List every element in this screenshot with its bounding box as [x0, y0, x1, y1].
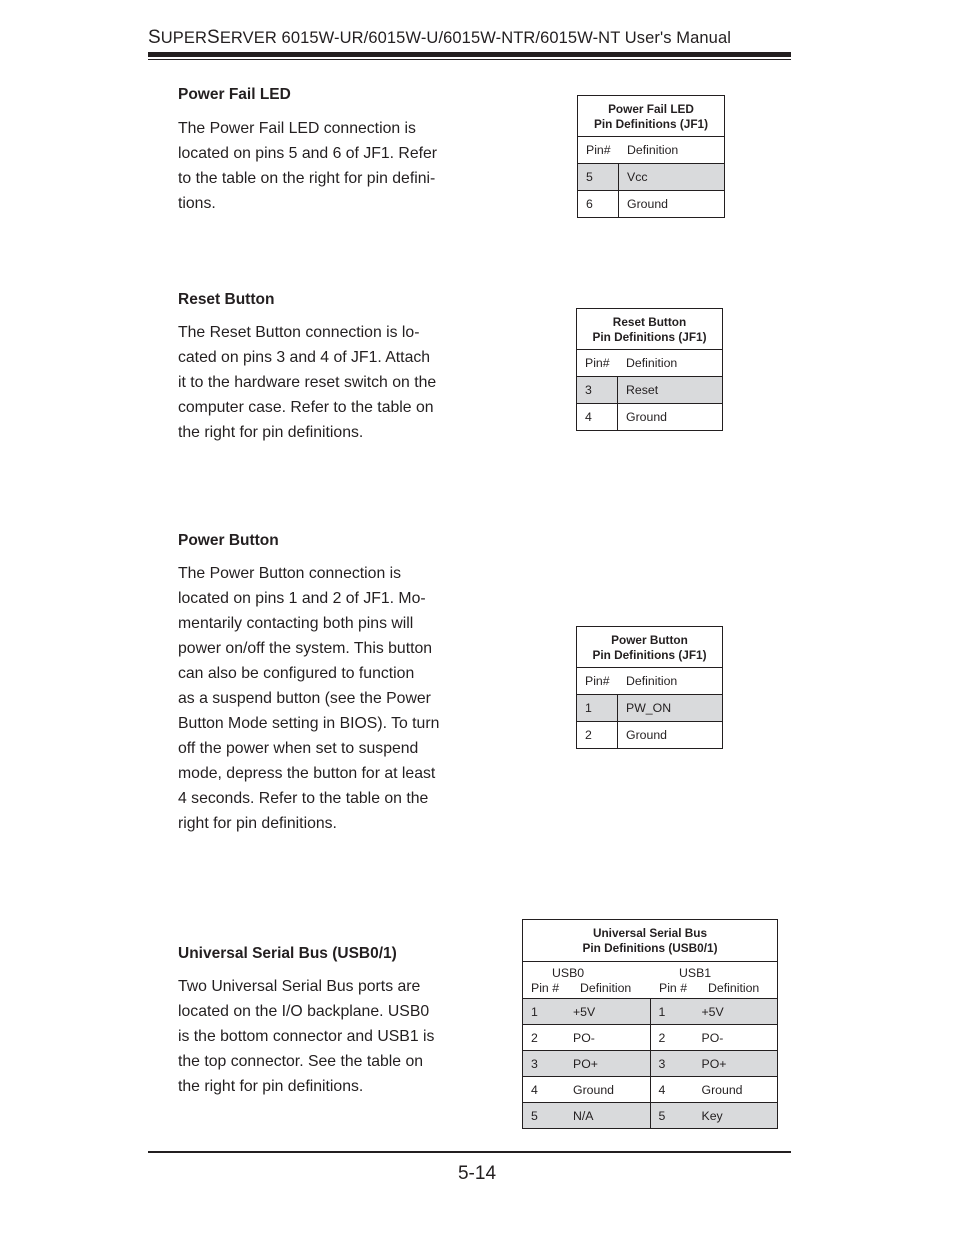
body-line: right for pin definitions.: [178, 815, 337, 832]
table-row: [577, 694, 722, 721]
table-header-row: [578, 137, 724, 163]
col-header-pin: Pin#: [585, 356, 610, 370]
pin-cell: 1: [531, 1004, 538, 1019]
body-line: tions.: [178, 195, 216, 212]
body-line: The Power Button connection is: [178, 565, 402, 582]
table-row: [523, 1050, 777, 1076]
body-line: The Power Fail LED connection is: [178, 120, 416, 137]
body-line: the right for pin definitions.: [178, 424, 364, 441]
body-line: Two Universal Serial Bus ports are: [178, 978, 421, 995]
body-line: mentarily contacting both pins will: [178, 615, 414, 632]
section-body-power-fail: [178, 116, 457, 216]
body-line: it to the hardware reset switch on the: [178, 374, 437, 391]
definition-cell: PO-: [701, 1030, 724, 1045]
definition-cell: PO+: [701, 1056, 727, 1071]
section-body-power-button: [178, 561, 457, 836]
header-cap-s1: S: [148, 27, 161, 48]
col-header-pin: Pin#: [585, 674, 610, 688]
table-caption-line1: Reset Button: [612, 315, 687, 329]
body-line: to the table on the right for pin defini-: [178, 170, 436, 187]
table-row: [523, 1024, 777, 1050]
body-line: as a suspend button (see the Power: [178, 690, 431, 707]
table-header-row: [577, 668, 722, 694]
section-title-reset: Reset Button: [178, 291, 275, 308]
table-caption-line2: Pin Definitions (JF1): [593, 117, 709, 131]
page-number: 5-14: [457, 1163, 497, 1184]
body-line: located on pins 1 and 2 of JF1. Mo-: [178, 590, 426, 607]
table-caption: [577, 627, 722, 668]
definition-cell: N/A: [573, 1108, 594, 1123]
definition-cell: PO-: [573, 1030, 595, 1045]
body-line: is the bottom connector and USB1 is: [178, 1028, 435, 1045]
body-line: located on the I/O backplane. USB0: [178, 1003, 430, 1020]
pin-cell: 2: [531, 1030, 538, 1045]
pin-cell: 3: [658, 1056, 666, 1071]
definition-cell: Ground: [573, 1082, 615, 1097]
table-row: [523, 998, 777, 1024]
definition-cell: PW_ON: [626, 701, 672, 715]
group-label-usb1: USB1: [679, 966, 712, 980]
body-line: computer case. Refer to the table on: [178, 399, 434, 416]
table-caption: [523, 920, 777, 962]
pin-cell: 5: [658, 1108, 666, 1123]
section-title-power-fail: Power Fail LED: [178, 86, 291, 103]
col-header-pin: Pin #: [531, 981, 560, 995]
pin-cell: 4: [658, 1082, 666, 1097]
table-header-row: [523, 962, 777, 998]
table-reset-button: [576, 308, 723, 431]
table-caption-line1: Power Fail LED: [608, 102, 694, 116]
definition-cell: Ground: [701, 1082, 743, 1097]
pin-cell: 1: [658, 1004, 666, 1019]
table-usb: [522, 919, 778, 1129]
definition-cell: +5V: [573, 1004, 596, 1019]
col-header-pin: Pin #: [659, 981, 688, 995]
table-caption-line2: Pin Definitions (USB0/1): [582, 941, 718, 955]
table-header-row: [577, 350, 722, 376]
pin-cell: 3: [531, 1056, 538, 1071]
table-row: [577, 403, 722, 430]
definition-cell: +5V: [701, 1004, 724, 1019]
pin-cell: 6: [578, 191, 619, 217]
definition-cell: Vcc: [627, 170, 648, 184]
pin-cell: 5: [531, 1108, 538, 1123]
section-body-reset: [178, 320, 457, 445]
table-caption-line2: Pin Definitions (JF1): [592, 648, 707, 662]
section-title-power-button: Power Button: [178, 532, 279, 549]
body-line: mode, depress the button for at least: [178, 765, 436, 782]
header-caps-erver: ERVER: [219, 29, 277, 47]
definition-cell: Reset: [626, 383, 659, 397]
col-header-definition: Definition: [626, 674, 678, 688]
pin-cell: 2: [577, 722, 618, 748]
header-caps-uper: UPER: [160, 29, 208, 47]
footer-rule: [148, 1151, 791, 1153]
body-line: located on pins 5 and 6 of JF1. Refer: [178, 145, 438, 162]
body-line: 4 seconds. Refer to the table on the: [178, 790, 429, 807]
table-caption-line1: Universal Serial Bus: [592, 926, 708, 940]
table-power-button: [576, 626, 723, 749]
pin-cell: 4: [577, 404, 618, 430]
header-rule-thin: [148, 59, 791, 60]
pin-cell: 2: [658, 1030, 666, 1045]
pin-cell: 3: [577, 377, 618, 403]
manual-header: [148, 27, 731, 49]
body-line: power on/off the system. This button: [178, 640, 433, 657]
table-row: [578, 190, 724, 217]
group-label-usb0: USB0: [552, 966, 585, 980]
header-cap-s2: S: [207, 27, 220, 48]
body-line: the right for pin definitions.: [178, 1078, 364, 1095]
body-line: can also be configured to function: [178, 665, 415, 682]
col-header-definition: Definition: [627, 143, 679, 157]
section-title-usb: Universal Serial Bus (USB0/1): [178, 945, 397, 962]
definition-cell: Ground: [627, 197, 669, 211]
table-row: [577, 721, 722, 748]
table-row: [523, 1076, 777, 1102]
col-header-definition: Definition: [626, 356, 678, 370]
body-line: the top connector. See the table on: [178, 1053, 424, 1070]
header-title-rest: 6015W-UR/6015W-U/6015W-NTR/6015W-NT User's Manual: [276, 29, 731, 47]
definition-cell: PO+: [573, 1056, 598, 1071]
body-line: cated on pins 3 and 4 of JF1. Attach: [178, 349, 431, 366]
header-rule-thick: [148, 52, 791, 57]
table-row: [578, 163, 724, 190]
table-caption: [578, 96, 724, 137]
col-header-definition: Definition: [580, 981, 632, 995]
body-line: off the power when set to suspend: [178, 740, 419, 757]
definition-cell: Key: [701, 1108, 723, 1123]
table-caption-line1: Power Button: [611, 633, 688, 647]
body-line: The Reset Button connection is lo-: [178, 324, 420, 341]
table-caption-line2: Pin Definitions (JF1): [592, 330, 707, 344]
pin-cell: 4: [531, 1082, 538, 1097]
pin-cell: 1: [577, 695, 618, 721]
col-header-pin: Pin#: [586, 143, 611, 157]
pin-cell: 5: [578, 164, 619, 190]
table-caption: [577, 309, 722, 350]
body-line: Button Mode setting in BIOS). To turn: [178, 715, 440, 732]
table-power-fail: [577, 95, 725, 218]
col-header-definition: Definition: [708, 981, 760, 995]
definition-cell: Ground: [626, 728, 668, 742]
table-row: [577, 376, 722, 403]
table-row: [523, 1102, 777, 1128]
definition-cell: Ground: [626, 410, 668, 424]
section-body-usb: [178, 974, 457, 1099]
